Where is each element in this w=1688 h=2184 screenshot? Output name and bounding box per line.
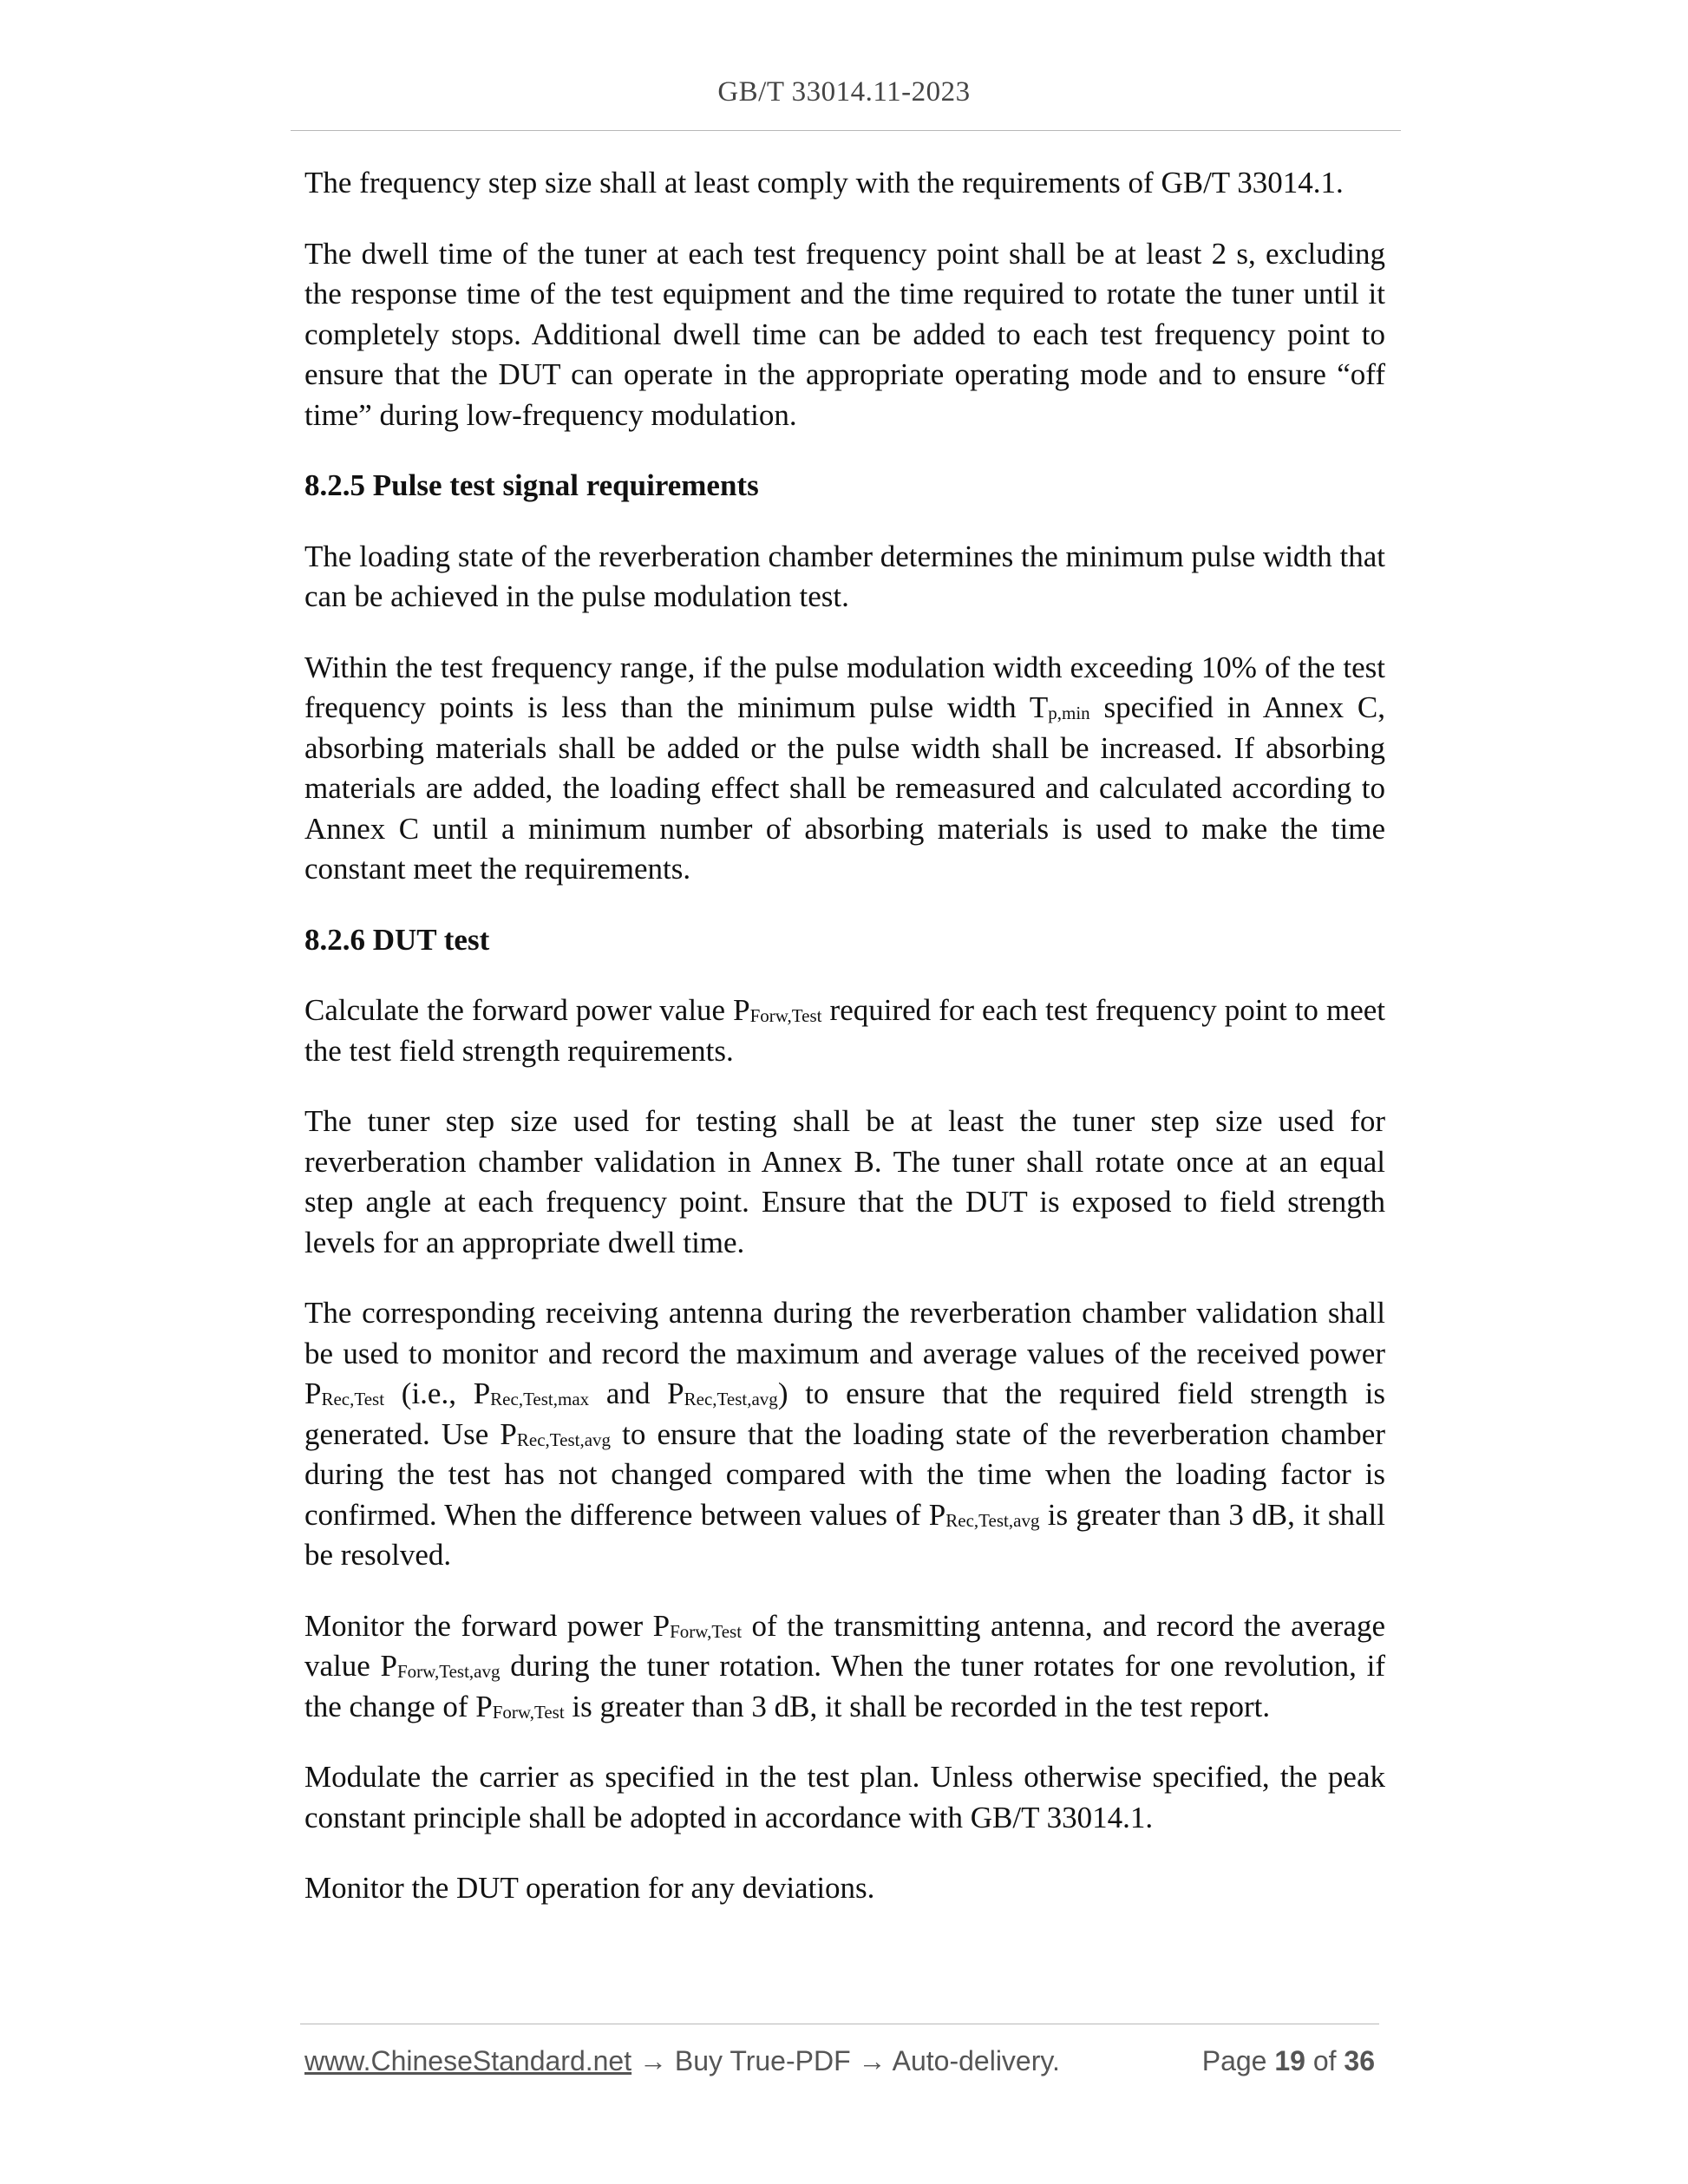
- subscript: Rec,Test,avg: [516, 1429, 612, 1450]
- text-run: (i.e., P: [384, 1376, 491, 1410]
- text-run: Within the test frequency range, if the pulse modulation width exceeding 10% of the test frequency points is less than the minimum pulse width T: [304, 650, 1385, 724]
- subscript: Forw,Test: [492, 1701, 565, 1723]
- page-indicator: [1202, 2045, 1375, 2077]
- paragraph-pulse-width: [304, 648, 1385, 890]
- footer-left: [304, 2045, 1060, 2077]
- subscript: Rec,Test,max: [490, 1389, 590, 1409]
- page-label: Page: [1201, 2045, 1267, 2076]
- subscript: p,min: [1048, 703, 1090, 723]
- text-run: Monitor the forward power P: [304, 1608, 671, 1643]
- page-footer: [304, 2045, 1380, 2083]
- text-run: and P: [589, 1376, 684, 1410]
- section-heading-8-2-6: 8.2.6 DUT test: [304, 922, 490, 957]
- section-heading-8-2-5: 8.2.5 Pulse test signal requirements: [304, 468, 759, 502]
- subscript: Rec,Test,avg: [684, 1389, 778, 1409]
- text-run: specified in Annex C, absorbing materials shall be added or the pulse width shall be increased. If absorbing materials are added, the loading effect shall be remeasured and calculated according to Annex C until a minimum number of absorbing materials is used to make the time constant meet the requirements.: [304, 690, 1385, 886]
- subscript: Forw,Test: [749, 1005, 822, 1026]
- auto-delivery-text: Auto-delivery.: [886, 2045, 1060, 2076]
- text-run: during the tuner rotation. When the tuner rotates for one revolution, if the change of P: [304, 1649, 1385, 1723]
- subscript: Rec,Test,avg: [945, 1509, 1040, 1531]
- page-number: 19: [1274, 2045, 1305, 2076]
- subscript: Rec,Test: [321, 1389, 385, 1409]
- subscript: Forw,Test: [670, 1620, 743, 1642]
- header-divider: [291, 130, 1401, 131]
- buy-pdf-text: Buy True-PDF: [667, 2045, 859, 2076]
- paragraph-monitor-forward-power: [304, 1606, 1385, 1728]
- text-run: of the transmitting antenna, and record the average value P: [304, 1608, 1385, 1683]
- document-body: [304, 163, 1385, 1939]
- website-link[interactable]: www.ChineseStandard.net: [304, 2045, 632, 2076]
- subscript: Forw,Test,avg: [396, 1661, 501, 1682]
- paragraph-forward-power: [304, 991, 1385, 1071]
- paragraph-receiving-antenna: [304, 1293, 1385, 1576]
- paragraph-tuner-step: The tuner step size used for testing shall be at least the tuner step size used for reverberation chamber validation in Annex B. The tuner shall rotate once at an equal step angle at each frequency point. Ensure that the DUT is exposed to field strength levels for an appropriate dwell time.: [304, 1104, 1385, 1259]
- text-run: ) to ensure that the required field strength is generated. Use P: [304, 1376, 1385, 1451]
- text-run: is greater than 3 dB, it shall be recorded in the test report.: [564, 1689, 1271, 1723]
- text-run: The corresponding receiving antenna during the reverberation chamber validation shall be used to monitor and record the maximum and average values of the received power P: [304, 1296, 1385, 1410]
- paragraph-loading-state: The loading state of the reverberation chamber determines the minimum pulse width that can be achieved in the pulse modulation test.: [304, 539, 1386, 613]
- text-run: is greater than 3 dB, it shall be resolved.: [304, 1497, 1386, 1572]
- of-label: of: [1312, 2045, 1337, 2076]
- text-run: to ensure that the loading state of the reverberation chamber during the test has not changed compared with the time when the loading factor is confirmed. When the difference between values of P: [304, 1416, 1385, 1532]
- text-run: Calculate the forward power value P: [304, 993, 750, 1027]
- paragraph-frequency-step: The frequency step size shall at least comply with the requirements of GB/T 33014.1.: [304, 166, 1344, 199]
- paragraph-monitor-dut: Monitor the DUT operation for any deviations.: [304, 1871, 875, 1905]
- page-header: GB/T 33014.11-2023: [717, 76, 971, 108]
- arrow-icon: →: [639, 2045, 667, 2076]
- paragraph-modulate-carrier: Modulate the carrier as specified in the test plan. Unless otherwise specified, the peak constant principle shall be adopted in accordance with GB/T 33014.1.: [304, 1760, 1385, 1834]
- page-total: 36: [1344, 2045, 1375, 2076]
- text-run: required for each test frequency point to meet the test field strength requirements.: [304, 993, 1385, 1068]
- paragraph-dwell-time: The dwell time of the tuner at each test frequency point shall be at least 2 s, excluding the response time of the test equipment and the time required to rotate the tuner until it completely stops. Additional dwell time can be added to each test frequency point to ensure that the DUT can operate in the appropriate operating mode and to ensure “off time” during low-frequency modulation.: [304, 236, 1385, 432]
- arrow-icon: →: [858, 2045, 887, 2076]
